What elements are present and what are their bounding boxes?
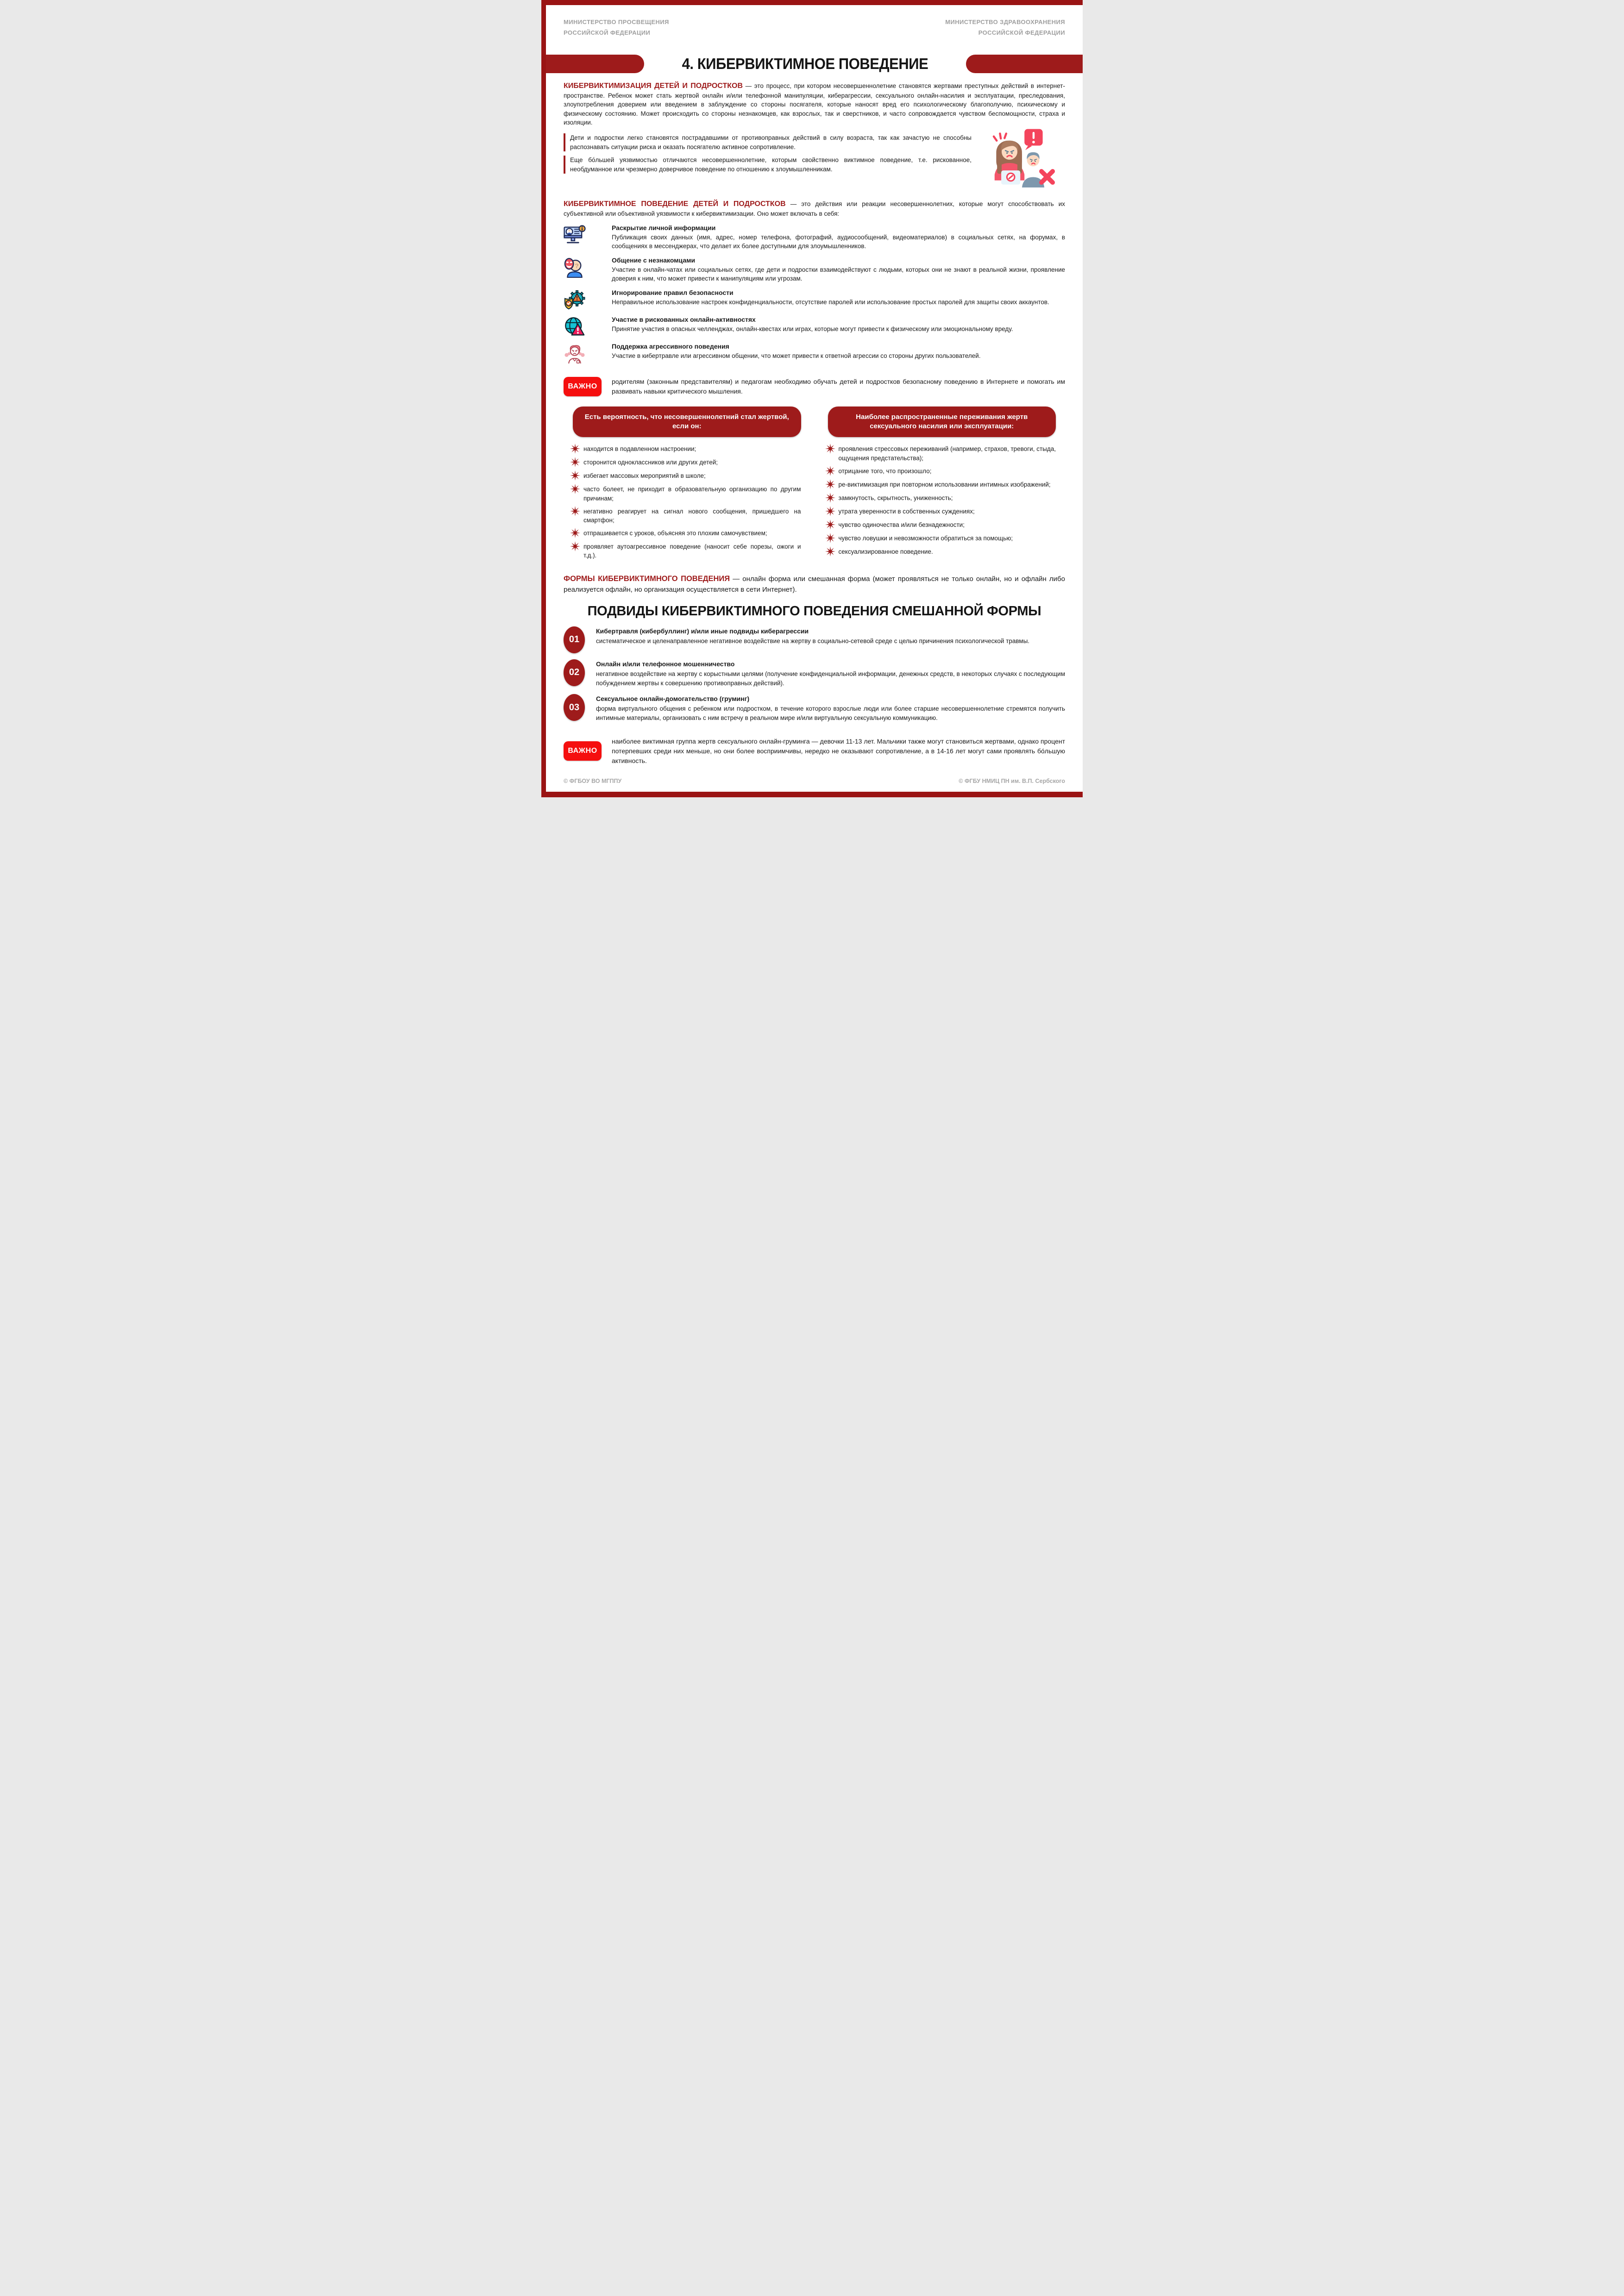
behavior-desc: Принятие участия в опасных челленджах, онлайн-квестах или играх, которые могут привести к физическому или эмоциональному вреду. <box>612 325 1013 332</box>
star-bullet-icon <box>570 528 580 538</box>
list-item <box>573 444 801 454</box>
star-bullet-icon <box>570 506 580 516</box>
list-item <box>573 507 801 525</box>
ministry-right-line1: МИНИСТЕРСТВО ЗДРАВООХРАНЕНИЯ <box>945 19 1065 25</box>
list-item-text: ре-виктимизация при повторном использовании интимных изображений; <box>838 481 1051 488</box>
list-item-text: чувство одиночества и/или безнадежности; <box>838 521 965 528</box>
important-text: наиболее виктимная группа жертв сексуального онлайн-груминга — девочки 11-13 лет. Мальчики также могут становиться жертвами, однако процент потерпевших среди них меньше, но они более восприимчивы, нередко не оказывают сопротивление, а в 14-16 лет могут сами проявлять бо́льшую активность. <box>612 737 1065 764</box>
star-bullet-icon <box>825 493 835 503</box>
victim-experiences-list <box>828 444 1056 556</box>
list-item-text: утрата уверенности в собственных суждениях; <box>838 507 975 515</box>
blocked-laptop-icon <box>1001 170 1020 184</box>
behavior-title: Игнорирование правил безопасности <box>612 288 734 296</box>
subtype-desc: форма виртуального общения с ребенком или подростком, в течение которого взрослые люди или более старшие несовершеннолетние стремятся получить интимные материалы, организовать с ним встречу в реальном мире и/или виртуальную сексуальную коммуникацию. <box>596 705 1065 722</box>
poster-page <box>541 0 1083 797</box>
behavior-title: Раскрытие личной информации <box>612 224 716 231</box>
subtypes-heading: ПОДВИДЫ КИБЕРВИКТИМНОГО ПОВЕДЕНИЯ СМЕШАННОЙ ФОРМЫ <box>587 603 1041 619</box>
monitor-personal-info-icon <box>564 225 586 245</box>
intro-paragraph <box>564 81 1065 127</box>
subtype-title: Сексуальное онлайн-домогательство (груминг) <box>596 695 750 703</box>
list-item <box>828 547 1056 557</box>
page-title: 4. КИБЕРВИКТИМНОЕ ПОВЕДЕНИЕ <box>682 55 928 72</box>
list-item-text: отпрашивается с уроков, объясняя это плохим самочувствием; <box>583 530 767 537</box>
list-item <box>573 542 801 560</box>
important-note-2 <box>564 737 1065 766</box>
behavior-desc: Публикация своих данных (имя, адрес, номер телефона, фотографий, аудиосообщений, видеоматериалов) в социальных сетях, на форумах, в сообщениях в мессенджерах, что делает их более доступными для злоумышленников. <box>612 233 1065 250</box>
list-item-text: избегает массовых мероприятий в школе; <box>583 472 706 480</box>
list-item-text: чувство ловушки и невозможности обратиться за помощью; <box>838 534 1013 542</box>
behavior-title: Поддержка агрессивного поведения <box>612 342 729 350</box>
security-settings-warning-icon <box>564 290 586 310</box>
subtype-desc: систематическое и целенаправленное негативное воздействие на жертву в социально-сетевой среде с целью причинения психологической травмы. <box>596 637 1030 644</box>
list-item <box>828 520 1056 530</box>
star-bullet-icon <box>825 506 835 516</box>
ministry-right <box>945 17 1065 38</box>
list-item <box>828 534 1056 543</box>
title-left-bar-decoration <box>546 55 644 73</box>
page-footer <box>564 766 1065 784</box>
victim-signs-header: Есть вероятность, что несовершеннолетний стал жертвой, если он: <box>573 407 801 438</box>
star-bullet-icon <box>570 484 580 494</box>
star-bullet-icon <box>825 466 835 476</box>
angry-users-illustration <box>978 127 1065 192</box>
star-bullet-icon <box>570 444 580 454</box>
forms-text: — онлайн форма или смешанная форма (может проявляться не только онлайн, но и офлайн либо реализуется офлайн, но организация осуществляется в сети Интернет). <box>564 575 1065 594</box>
number-badge: 01 <box>564 626 585 653</box>
list-item <box>828 444 1056 462</box>
behavior-item-personal-info <box>564 224 1065 251</box>
star-bullet-icon <box>825 519 835 530</box>
star-bullet-icon <box>825 444 835 454</box>
behavior-desc: Неправильное использование настроек конфиденциальности, отсутствие паролей или использование простых паролей для защиты своих аккаунтов. <box>612 298 1049 306</box>
intro-lead: КИБЕРВИКТИМИЗАЦИЯ ДЕТЕЙ И ПОДРОСТКОВ <box>564 81 743 90</box>
forms-lead: ФОРМЫ КИБЕРВИКТИМНОГО ПОВЕДЕНИЯ <box>564 575 730 583</box>
star-bullet-icon <box>825 479 835 489</box>
victim-signs-list <box>573 444 801 560</box>
vulnerability-quotes-section <box>564 133 1065 192</box>
subtype-item <box>564 659 1065 688</box>
list-item-text: негативно реагирует на сигнал нового сообщения, пришедшего на смартфон; <box>583 507 801 524</box>
list-item-text: сексуализированное поведение. <box>838 548 933 555</box>
title-right-bar-decoration <box>966 55 1083 73</box>
list-item-text: часто болеет, не приходит в образовательную организацию по другим причинам; <box>583 486 801 502</box>
list-item-text: проявляет аутоагрессивное поведение (наносит себе порезы, ожоги и т.д.). <box>583 543 801 559</box>
star-bullet-icon <box>570 541 580 551</box>
star-bullet-icon <box>825 533 835 543</box>
list-item <box>828 467 1056 476</box>
quotes-block <box>564 133 972 192</box>
globe-warning-icon <box>564 317 586 337</box>
behavior-title: Участие в рискованных онлайн-активностях <box>612 315 756 323</box>
list-item <box>828 507 1056 516</box>
exclamation-bubble-icon <box>1024 129 1042 150</box>
list-item <box>573 471 801 481</box>
list-item <box>573 529 801 538</box>
victim-signs-column <box>573 407 801 564</box>
angry-person-icon <box>564 344 586 364</box>
subtype-title: Кибертравля (кибербуллинг) и/или иные подвиды киберагрессии <box>596 627 809 635</box>
subtype-item <box>564 626 1065 653</box>
victim-experiences-header: Наиболее распространенные переживания жертв сексуального насилия или эксплуатации: <box>828 407 1056 438</box>
list-item-text: находится в подавленном настроении; <box>583 445 696 453</box>
list-item <box>573 485 801 502</box>
list-item <box>828 494 1056 503</box>
title-bar <box>564 54 1065 74</box>
ministries-header <box>564 17 1065 38</box>
behavior-item-security-rules <box>564 289 1065 310</box>
mask-stranger-icon <box>564 257 586 278</box>
important-badge: ВАЖНО <box>564 377 602 396</box>
list-item-text: сторонится одноклассников или других детей; <box>583 459 718 466</box>
star-bullet-icon <box>825 546 835 557</box>
subtype-item <box>564 694 1065 723</box>
behavior-desc: Участие в онлайн-чатах или социальных сетях, где дети и подростки взаимодействуют с людьми, которых они не знают в реальной жизни, проявление доверия к ним, что может привести к манипуляциям или угрозам. <box>612 266 1065 282</box>
list-item-text: отрицание того, что произошло; <box>838 467 932 475</box>
number-badge: 02 <box>564 659 585 686</box>
behavior-item-strangers <box>564 257 1065 283</box>
important-text: родителям (законным представителям) и педагогам необходимо обучать детей и подростков безопасному поведению в Интернете и помогать им развивать навыки критического мышления. <box>612 377 1065 395</box>
two-columns-section <box>573 407 1056 564</box>
ministry-right-line2: РОССИЙСКОЙ ФЕДЕРАЦИИ <box>978 29 1065 36</box>
behavior-title: Общение с незнакомцами <box>612 256 696 264</box>
behavior-item-aggression-support <box>564 343 1065 364</box>
footer-copyright-left: © ФГБОУ ВО МГППУ <box>564 777 622 784</box>
behavior-definition-lead: КИБЕРВИКТИМНОЕ ПОВЕДЕНИЕ ДЕТЕЙ И ПОДРОСТКОВ <box>564 200 786 208</box>
intro-text: — это процесс, при котором несовершеннолетние становятся жертвами преступных действий в интернет-пространстве. Ребенок может стать жертвой онлайн и/или телефонной манипуляции, киберагрессии, сексуального онлайн-насилия и эксплуатации, преследования, злоупотребления доверием или введением в заблуждение со стороны посягателя, которые наносят вред его психологическому благополучию, психическому и физическому состоянию. Может происходить со стороны незнакомцев, как взрослых, так и сверстников, и часто сопровождается чувством беспомощности, страха и изоляции. <box>564 82 1065 126</box>
x-mark-icon <box>1041 171 1053 182</box>
list-item <box>828 480 1056 489</box>
ministry-left-line1: МИНИСТЕРСТВО ПРОСВЕЩЕНИЯ <box>564 19 669 25</box>
subtype-title: Онлайн и/или телефонное мошенничество <box>596 660 735 668</box>
behaviors-list <box>564 224 1065 369</box>
svg-text:?: ? <box>575 262 579 269</box>
behavior-definition-text: — это действия или реакции несовершеннолетних, которые могут способствовать их субъективной или объективной уязвимости к кибервиктимизации. Оно может включать в себя: <box>564 200 1065 218</box>
quote-children-vulnerability: Дети и подростки легко становятся пострадавшими от противоправных действий в силу возраста, так как зачастую не способны распознавать ситуации риска и оказать посягателю активное сопротивление. <box>564 133 972 151</box>
quote-victim-behavior: Еще бо́льшей уязвимостью отличаются несовершеннолетние, которым свойственно виктимное поведение, т.е. рискованное, необдуманное или чрезмерно доверчивое поведение по отношению к злоумышленникам. <box>564 156 972 174</box>
subtypes-list <box>564 626 1065 729</box>
footer-copyright-right: © ФГБУ НМИЦ ПН им. В.П. Сербского <box>959 777 1065 784</box>
ministry-left-line2: РОССИЙСКОЙ ФЕДЕРАЦИИ <box>564 29 651 36</box>
behavior-desc: Участие в кибертравле или агрессивном общении, что может привести к ответной агрессии со стороны других пользователей. <box>612 352 981 359</box>
list-item-text: замкнутость, скрытность, униженность; <box>838 494 953 501</box>
ministry-left <box>564 17 669 38</box>
number-badge: 03 <box>564 694 585 721</box>
list-item-text: проявления стрессовых переживаний (например, страхов, тревоги, стыда, ощущения предстательства); <box>838 445 1056 462</box>
star-bullet-icon <box>570 457 580 467</box>
important-note-1 <box>564 377 1065 396</box>
behavior-definition-paragraph <box>564 199 1065 219</box>
list-item <box>573 458 801 467</box>
forms-paragraph <box>564 573 1065 595</box>
important-badge: ВАЖНО <box>564 741 602 761</box>
victim-experiences-column <box>828 407 1056 564</box>
star-bullet-icon <box>570 470 580 481</box>
subtype-desc: негативное воздействие на жертву с корыстными целями (получение конфиденциальной информации, денежных средств, в некоторых случаях с последующим побуждением жертвы к совершению противоправных действий). <box>596 670 1065 687</box>
behavior-item-risky-activities <box>564 316 1065 337</box>
